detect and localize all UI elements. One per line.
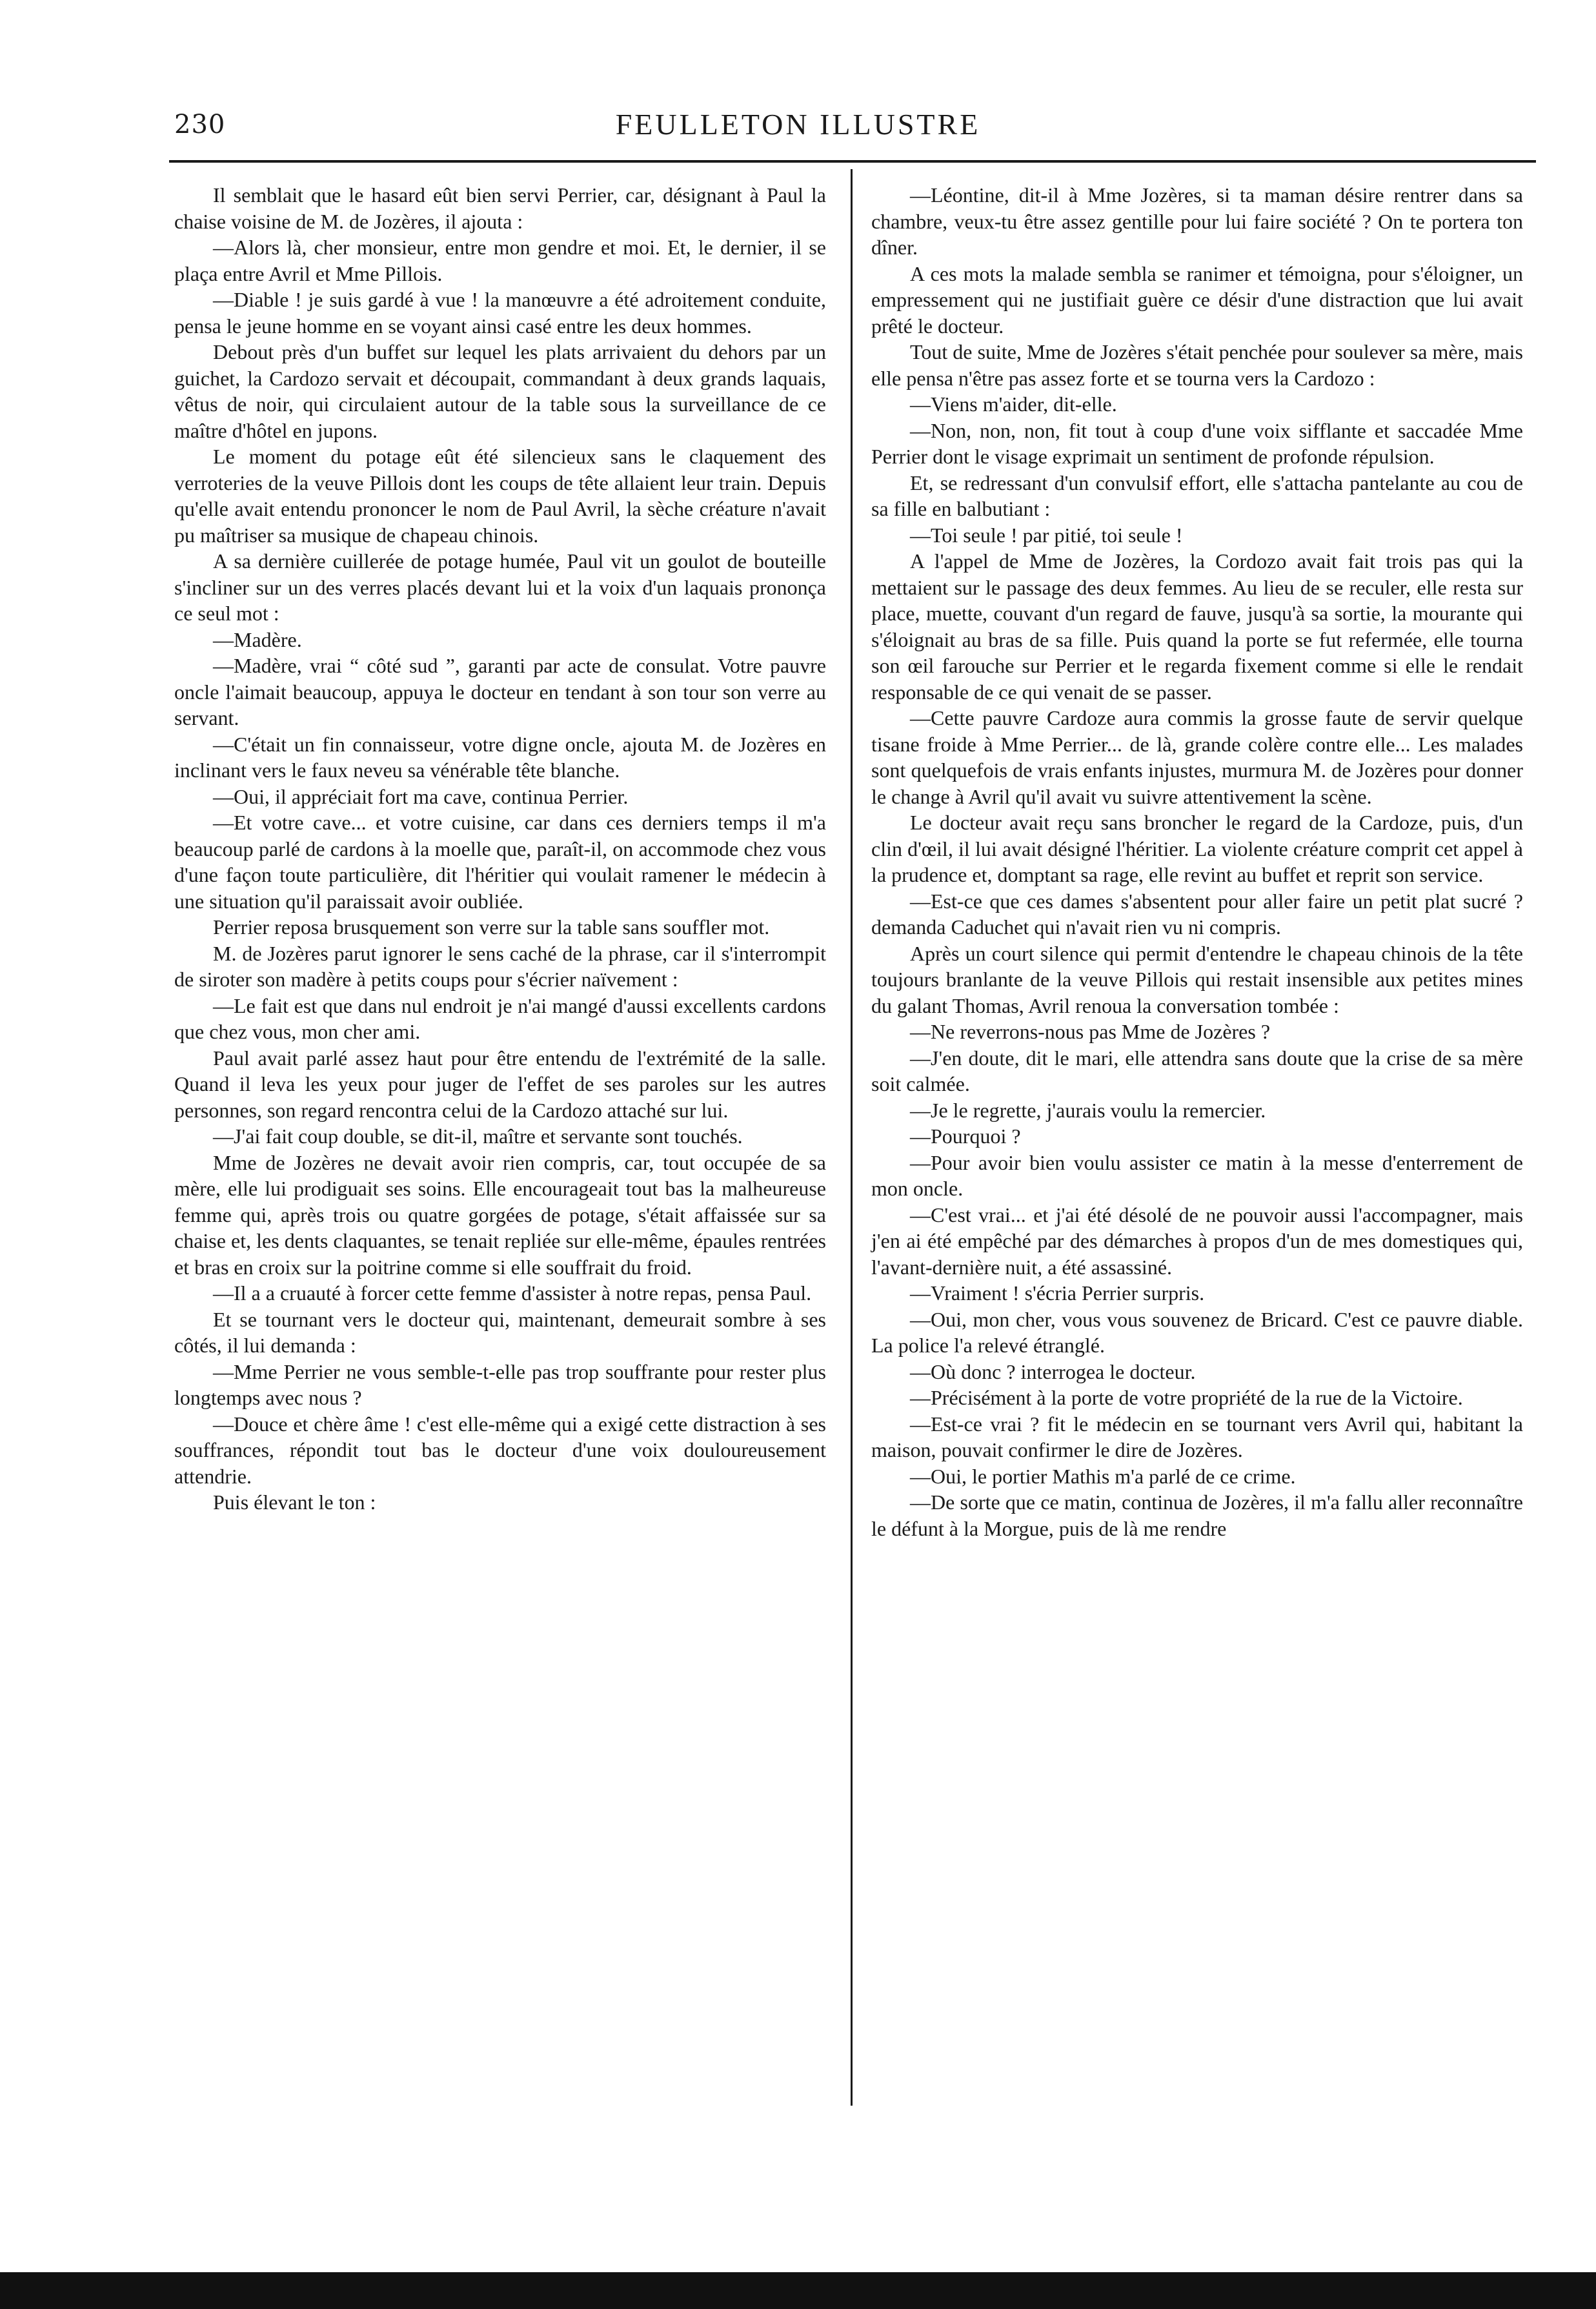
page-number: 230	[174, 110, 226, 139]
paragraph: A l'appel de Mme de Jozères, la Cordozo avait fait trois pas qui la mettaient sur le passage des deux femmes. Au lieu de se reculer, elle resta sur place, muette, couvant d'un regard de fauve, jusqu'à sa sortie, la mourante qui s'éloignait au bras de sa fille. Puis quand la porte se fut refermée, elle tourna son œil farouche sur Perrier et le regarda fixement comme si elle le rendait responsable de ce qui venait de se passer.	[871, 549, 1523, 704]
paragraph: —Le fait est que dans nul endroit je n'ai mangé d'aussi excellents cardons que chez vous, mon cher ami.	[174, 993, 826, 1043]
paragraph: Mme de Jozères ne devait avoir rien compris, car, tout occupée de sa mère, elle lui prodiguait ses soins. Elle encourageait tout bas la malheureuse femme qui, après trois ou quatre gorgées de potage, s'était affaissée sur sa chaise et, les dents claquantes, se tenait repliée sur elle-même, épaules rentrées et bras en croix sur la poitrine comme si elle souffrait du froid.	[174, 1150, 826, 1279]
paragraph: Debout près d'un buffet sur lequel les plats arrivaient du dehors par un guichet, la Cardozo servait et découpait, commandant à deux grands laquais, vêtus de noir, qui circulaient autour de la table sous la surveillance de ce maître d'hôtel en jupons.	[174, 340, 826, 442]
paragraph: —Oui, il appréciait fort ma cave, continua Perrier.	[213, 784, 629, 808]
running-title: FEULLETON ILLUSTRE	[615, 108, 981, 141]
paragraph: —Toi seule ! par pitié, toi seule !	[910, 523, 1183, 547]
paragraph: —Cette pauvre Cardoze aura commis la grosse faute de servir quelque tisane froide à Mme Perrier... de là, grande colère contre elle... Les malades sont quelquefois de vrais enfants injustes, murmura M. de Jozères pour donner le change à Avril qu'il avait vu suivre attentivement la scène.	[871, 706, 1523, 808]
paragraph: —Oui, mon cher, vous vous souvenez de Bricard. C'est ce pauvre diable. La police l'a relevé étranglé.	[871, 1307, 1523, 1357]
paragraph: —Précisément à la porte de votre propriété de la rue de la Victoire.	[910, 1386, 1463, 1409]
paragraph: —Madère, vrai “ côté sud ”, garanti par acte de consulat. Votre pauvre oncle l'aimait beaucoup, appuya le docteur en tendant à son tour son verre au servant.	[174, 654, 826, 729]
left-column	[174, 182, 826, 1516]
paragraph: A sa dernière cuillerée de potage humée, Paul vit un goulot de bouteille s'incliner sur un des verres placés devant lui et la voix d'un laquais prononça ce seul mot :	[174, 549, 826, 625]
paragraph: Après un court silence qui permit d'entendre le chapeau chinois de la tête toujours branlante de la veuve Pillois qui restait insensible aux petites mines du galant Thomas, Avril renoua la conversation tombée :	[871, 941, 1523, 1017]
paragraph: Le moment du potage eût été silencieux sans le claquement des verroteries de la veuve Pillois dont les coups de tête allaient leur train. Depuis qu'elle avait entendu prononcer le nom de Paul Avril, la sèche créature n'avait pu maîtriser sa musique de chapeau chinois.	[174, 445, 826, 547]
paragraph: Il semblait que le hasard eût bien servi Perrier, car, désignant à Paul la chaise voisine de M. de Jozères, il ajouta :	[174, 183, 826, 233]
paragraph: —Non, non, non, fit tout à coup d'une voix sifflante et saccadée Mme Perrier dont le visage exprimait un sentiment de profonde répulsion.	[871, 418, 1523, 468]
paragraph: —Est-ce que ces dames s'absentent pour aller faire un petit plat sucré ? demanda Caduchet qui n'avait rien vu ni compris.	[871, 889, 1523, 939]
paragraph: —Vraiment ! s'écria Perrier surpris.	[910, 1281, 1205, 1305]
paragraph: —Où donc ? interrogea le docteur.	[910, 1359, 1196, 1383]
paragraph: —J'en doute, dit le mari, elle attendra sans doute que la crise de sa mère soit calmée.	[871, 1046, 1523, 1095]
paragraph: Perrier reposa brusquement son verre sur la table sans souffler mot.	[213, 915, 770, 939]
paragraph: —C'est vrai... et j'ai été désolé de ne pouvoir aussi l'accompagner, mais j'en ai été empêché par des démarches à propos d'un de mes domestiques qui, l'avant-dernière nuit, a été assassiné.	[871, 1203, 1523, 1279]
paragraph: —Douce et chère âme ! c'est elle-même qui a exigé cette distraction à ses souffrances, répondit tout bas le docteur d'une voix douloureusement attendrie.	[174, 1412, 826, 1488]
paragraph: —Et votre cave... et votre cuisine, car dans ces derniers temps il m'a beaucoup parlé de cardons à la moelle que, paraît-il, on accommode chez vous d'une façon toute particulière, dit l'héritier qui voulait ramener le médecin à une situation qu'il paraissait avoir oubliée.	[174, 811, 826, 913]
paragraph: —Pour avoir bien voulu assister ce matin à la messe d'enterrement de mon oncle.	[871, 1150, 1523, 1200]
paragraph: —Mme Perrier ne vous semble-t-elle pas trop souffrante pour rester plus longtemps avec nous ?	[174, 1359, 826, 1409]
paragraph: —Pourquoi ?	[910, 1124, 1021, 1148]
paragraph: —Oui, le portier Mathis m'a parlé de ce crime.	[910, 1464, 1296, 1488]
paragraph: Et, se redressant d'un convulsif effort, elle s'attacha pantelante au cou de sa fille en balbutiant :	[871, 471, 1523, 520]
paragraph: Le docteur avait reçu sans broncher le regard de la Cardoze, puis, d'un clin d'œil, il lui avait désigné l'héritier. La violente créature comprit cet appel à la prudence et, domptant sa rage, elle revint au buffet et reprit son service.	[871, 811, 1523, 886]
column-divider	[851, 169, 853, 2106]
paragraph: —Diable ! je suis gardé à vue ! la manœuvre a été adroitement conduite, pensa le jeune homme en se voyant ainsi casé entre les deux hommes.	[174, 288, 826, 338]
paragraph: Et se tournant vers le docteur qui, maintenant, demeurait sombre à ses côtés, il lui demanda :	[174, 1307, 826, 1357]
paragraph: —Il a a cruauté à forcer cette femme d'assister à notre repas, pensa Paul.	[213, 1281, 812, 1305]
paragraph: —Je le regrette, j'aurais voulu la remercier.	[910, 1098, 1266, 1122]
header-rule	[169, 160, 1536, 163]
bottom-scan-band	[0, 2272, 1596, 2309]
paragraph: —De sorte que ce matin, continua de Jozères, il m'a fallu aller reconnaître le défunt à la Morgue, puis de là me rendre	[871, 1490, 1523, 1540]
paragraph: A ces mots la malade sembla se ranimer et témoigna, pour s'éloigner, un empressement qui ne justifiait guère ce désir d'une distraction que lui avait prêté le docteur.	[871, 261, 1523, 338]
paragraph: —Est-ce vrai ? fit le médecin en se tournant vers Avril qui, habitant la maison, pouvait confirmer le dire de Jozères.	[871, 1412, 1523, 1461]
paragraph: —Léontine, dit-il à Mme Jozères, si ta maman désire rentrer dans sa chambre, veux-tu être assez gentille pour lui faire société ? On te portera ton dîner.	[871, 183, 1523, 259]
paragraph: Paul avait parlé assez haut pour être entendu de l'extrémité de la salle. Quand il leva les yeux pour juger de l'effet de ses paroles sur les autres personnes, son regard rencontra celui de la Cardozo attaché sur lui.	[174, 1046, 826, 1122]
paragraph: —J'ai fait coup double, se dit-il, maître et servante sont touchés.	[213, 1124, 743, 1148]
paragraph: Tout de suite, Mme de Jozères s'était penchée pour soulever sa mère, mais elle pensa n'être pas assez forte et se tourna vers la Cardozo :	[871, 340, 1523, 390]
right-column	[871, 182, 1523, 1541]
paragraph: —Madère.	[213, 627, 302, 651]
paragraph: M. de Jozères parut ignorer le sens caché de la phrase, car il s'interrompit de siroter son madère à petits coups pour s'écrier naïvement :	[174, 941, 826, 991]
paragraph: —Viens m'aider, dit-elle.	[910, 392, 1117, 416]
paragraph: Puis élevant le ton :	[213, 1490, 376, 1514]
paragraph: —Alors là, cher monsieur, entre mon gendre et moi. Et, le dernier, il se plaça entre Avril et Mme Pillois.	[174, 236, 826, 285]
paragraph: —Ne reverrons-nous pas Mme de Jozères ?	[910, 1020, 1271, 1043]
paragraph: —C'était un fin connaisseur, votre digne oncle, ajouta M. de Jozères en inclinant vers le faux neveu sa vénérable tête blanche.	[174, 732, 826, 782]
